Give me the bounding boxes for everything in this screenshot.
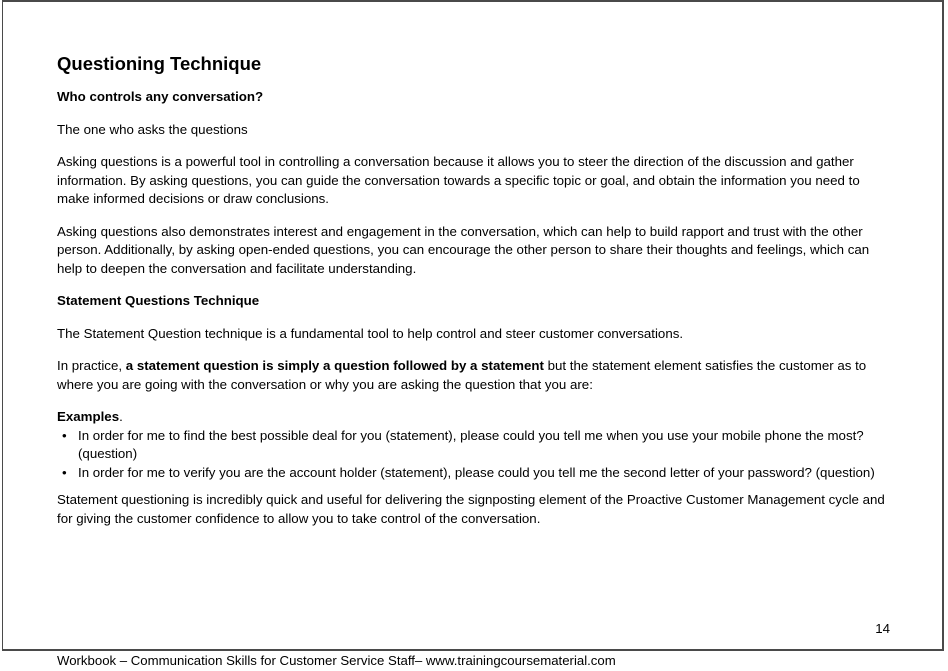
list-item-example-2: • In order for me to verify you are the account holder (statement), please could you tell me the second letter of your password? (question) (57, 464, 891, 483)
page-number: 14 (875, 621, 890, 636)
examples-word: Examples (57, 409, 120, 424)
answer-line: The one who asks the questions (57, 121, 248, 137)
paragraph-control: Asking questions is a powerful tool in controlling a conversation because it allows you to steer the direction of the discussion and gather information. By asking questions, you can guide the conversation towards a specific topic or goal, and obtain the information you need to make informed decisions or draw conclusions. (57, 154, 860, 206)
section-heading: Statement Questions Technique (57, 293, 260, 308)
examples-period: . (119, 409, 123, 424)
statement-prefix: In practice, (57, 358, 126, 373)
paragraph-closing: Statement questioning is incredibly quick and useful for delivering the signposting element of the Proactive Customer Management cycle and for giving the customer confidence to allow you to take control of the conversation. (57, 492, 885, 526)
footer-text: Workbook – Communication Skills for Customer Service Staff– www.trainingcoursematerial.com (57, 653, 616, 668)
question-heading: Who controls any conversation? (57, 89, 264, 104)
page-content (57, 53, 891, 542)
paragraph-rapport: Asking questions also demonstrates interest and engagement in the conversation, which can help to build rapport and trust with the other person. Additionally, by asking open-ended questions, you can encourage the other person to share their thoughts and feelings, which can help to deepen the conversation and facilitate understanding. (57, 223, 870, 276)
list-item-example-1: • In order for me to find the best possible deal for you (statement), please could you tell me when you use your mobile phone the most? (question) (57, 427, 891, 464)
statement-suffix: but the statement element satisfies the customer as to where you are going with the conversation or why you are asking the question that you are: (57, 358, 867, 392)
examples-label (57, 408, 891, 427)
page-title: Questioning Technique (57, 53, 262, 74)
paragraph-statement-definition (57, 357, 891, 394)
statement-bold-phrase: a statement question is simply a question followed by a statement (125, 358, 544, 373)
examples-list (57, 427, 891, 483)
paragraph-fundamental: The Statement Question technique is a fundamental tool to help control and steer customer conversations. (57, 325, 684, 341)
